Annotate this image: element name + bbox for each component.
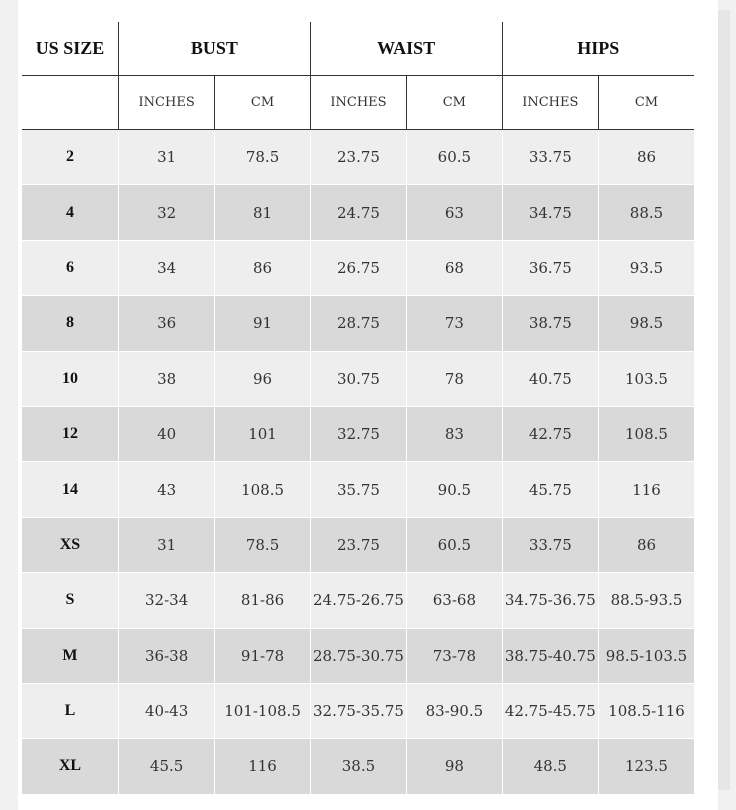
hips-inches-cell: 45.75 [502, 462, 598, 517]
hips-inches-cell: 36.75 [502, 240, 598, 295]
waist-cm-cell: 73 [407, 296, 502, 351]
table-row [22, 185, 694, 240]
bust-inches-cell: 43 [118, 462, 214, 517]
hips-inches-cell: 38.75 [502, 296, 598, 351]
hips-inches-cell: 40.75 [502, 351, 598, 406]
size-cell: M [22, 628, 118, 683]
waist-cm-cell: 68 [407, 240, 502, 295]
waist-cm-cell: 60.5 [407, 517, 502, 572]
waist-inches-cell: 28.75 [310, 296, 406, 351]
bust-cm-header: CM [215, 76, 310, 130]
size-cell: 8 [22, 296, 118, 351]
hips-cm-cell: 108.5 [599, 406, 695, 461]
hips-inches-cell: 34.75-36.75 [502, 573, 598, 628]
bust-header: BUST [118, 22, 310, 76]
waist-cm-header: CM [407, 76, 502, 130]
size-cell: L [22, 683, 118, 738]
waist-inches-cell: 32.75 [310, 406, 406, 461]
hips-inches-cell: 33.75 [502, 517, 598, 572]
bust-cm-cell: 78.5 [215, 517, 310, 572]
size-cell: 4 [22, 185, 118, 240]
hips-cm-cell: 98.5 [599, 296, 695, 351]
bust-inches-cell: 32 [118, 185, 214, 240]
bust-cm-cell: 116 [215, 739, 310, 794]
bust-cm-cell: 96 [215, 351, 310, 406]
hips-header: HIPS [502, 22, 694, 76]
hips-inches-cell: 42.75-45.75 [502, 683, 598, 738]
waist-header: WAIST [310, 22, 502, 76]
size-chart-table [22, 22, 694, 795]
table-row [22, 628, 694, 683]
hips-inches-cell: 38.75-40.75 [502, 628, 598, 683]
hips-cm-cell: 123.5 [599, 739, 695, 794]
bust-inches-cell: 31 [118, 130, 214, 185]
waist-cm-cell: 73-78 [407, 628, 502, 683]
bust-cm-cell: 78.5 [215, 130, 310, 185]
unit-header-row [22, 76, 694, 130]
bust-inches-cell: 34 [118, 240, 214, 295]
table-row [22, 517, 694, 572]
scrollbar-track[interactable] [718, 10, 730, 790]
bust-cm-cell: 91-78 [215, 628, 310, 683]
size-cell: 14 [22, 462, 118, 517]
hips-cm-cell: 88.5 [599, 185, 695, 240]
hips-inches-cell: 42.75 [502, 406, 598, 461]
hips-cm-cell: 98.5-103.5 [599, 628, 695, 683]
waist-cm-cell: 63 [407, 185, 502, 240]
hips-inches-cell: 34.75 [502, 185, 598, 240]
size-cell: S [22, 573, 118, 628]
waist-inches-header: INCHES [310, 76, 406, 130]
size-cell: 10 [22, 351, 118, 406]
waist-cm-cell: 83-90.5 [407, 683, 502, 738]
size-cell: 6 [22, 240, 118, 295]
hips-inches-header: INCHES [502, 76, 598, 130]
waist-cm-cell: 83 [407, 406, 502, 461]
bust-inches-cell: 45.5 [118, 739, 214, 794]
bust-inches-cell: 36 [118, 296, 214, 351]
bust-cm-cell: 91 [215, 296, 310, 351]
group-header-row [22, 22, 694, 76]
size-cell: XL [22, 739, 118, 794]
waist-inches-cell: 30.75 [310, 351, 406, 406]
bust-inches-cell: 40 [118, 406, 214, 461]
blank-header-cell [22, 76, 118, 130]
waist-inches-cell: 35.75 [310, 462, 406, 517]
hips-cm-cell: 86 [599, 130, 695, 185]
table-row [22, 130, 694, 185]
waist-cm-cell: 63-68 [407, 573, 502, 628]
table-row [22, 739, 694, 794]
waist-cm-cell: 98 [407, 739, 502, 794]
size-cell: XS [22, 517, 118, 572]
bust-inches-header: INCHES [118, 76, 214, 130]
waist-inches-cell: 38.5 [310, 739, 406, 794]
table-row [22, 351, 694, 406]
hips-cm-cell: 93.5 [599, 240, 695, 295]
waist-inches-cell: 28.75-30.75 [310, 628, 406, 683]
table-row [22, 296, 694, 351]
size-cell: 2 [22, 130, 118, 185]
hips-cm-cell: 108.5-116 [599, 683, 695, 738]
hips-inches-cell: 48.5 [502, 739, 598, 794]
bust-cm-cell: 101-108.5 [215, 683, 310, 738]
bust-inches-cell: 31 [118, 517, 214, 572]
bust-cm-cell: 101 [215, 406, 310, 461]
hips-cm-header: CM [599, 76, 695, 130]
table-row [22, 240, 694, 295]
bust-cm-cell: 86 [215, 240, 310, 295]
waist-inches-cell: 32.75-35.75 [310, 683, 406, 738]
hips-inches-cell: 33.75 [502, 130, 598, 185]
waist-cm-cell: 90.5 [407, 462, 502, 517]
bust-cm-cell: 81 [215, 185, 310, 240]
table-row [22, 683, 694, 738]
waist-inches-cell: 24.75 [310, 185, 406, 240]
bust-cm-cell: 108.5 [215, 462, 310, 517]
us-size-header: US SIZE [22, 22, 118, 76]
bust-inches-cell: 38 [118, 351, 214, 406]
size-cell: 12 [22, 406, 118, 461]
bust-inches-cell: 32-34 [118, 573, 214, 628]
waist-cm-cell: 78 [407, 351, 502, 406]
waist-inches-cell: 23.75 [310, 130, 406, 185]
table-row [22, 573, 694, 628]
table-row [22, 406, 694, 461]
bust-cm-cell: 81-86 [215, 573, 310, 628]
waist-inches-cell: 26.75 [310, 240, 406, 295]
bust-inches-cell: 40-43 [118, 683, 214, 738]
bust-inches-cell: 36-38 [118, 628, 214, 683]
hips-cm-cell: 103.5 [599, 351, 695, 406]
hips-cm-cell: 86 [599, 517, 695, 572]
waist-inches-cell: 23.75 [310, 517, 406, 572]
size-rows [22, 130, 694, 795]
waist-inches-cell: 24.75-26.75 [310, 573, 406, 628]
table-row [22, 462, 694, 517]
waist-cm-cell: 60.5 [407, 130, 502, 185]
hips-cm-cell: 88.5-93.5 [599, 573, 695, 628]
hips-cm-cell: 116 [599, 462, 695, 517]
